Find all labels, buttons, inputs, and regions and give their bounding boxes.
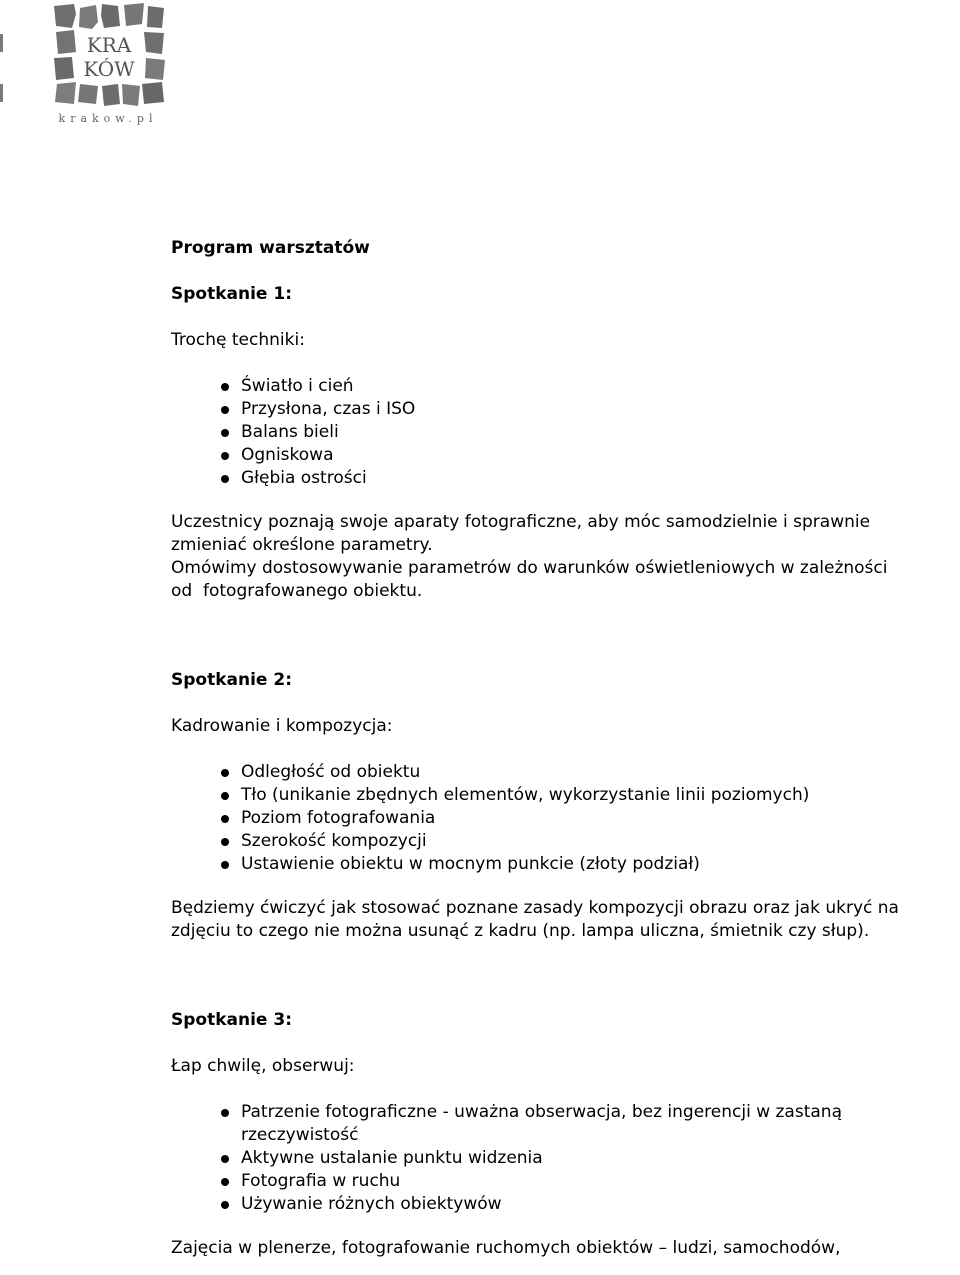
list-item: Balans bieli (241, 421, 960, 444)
meeting-1-description (171, 511, 960, 603)
meeting-2-title: Spotkanie 2: (171, 670, 293, 690)
list-item: Tło (unikanie zbędnych elementów, wykorzystanie linii poziomych) (241, 784, 960, 807)
program-title: Program warsztatów (171, 238, 370, 258)
description-line: zdjęciu to czego nie można usunąć z kadru (np. lampa uliczna, śmietnik czy słup). (171, 921, 870, 941)
description-line: Omówimy dostosowywanie parametrów do warunków oświetleniowych w zależności (171, 558, 888, 578)
list-item: Ogniskowa (241, 444, 960, 467)
meeting-2-description (171, 897, 960, 943)
logo-caption: krakow.pl (58, 112, 158, 125)
description-line: Będziemy ćwiczyć jak stosować poznane zasady kompozycji obrazu oraz jak ukryć na (171, 898, 899, 918)
logo-text-line1: KRA (86, 33, 132, 57)
description-line: od fotografowanego obiektu. (171, 581, 423, 601)
edge-mark-top (0, 34, 3, 52)
list-item: Poziom fotografowania (241, 807, 960, 830)
list-item: Szerokość kompozycji (241, 830, 960, 853)
krakow-logo (52, 2, 168, 126)
workshop-program (171, 237, 960, 1260)
logo-text-line2: KÓW (83, 57, 135, 81)
list-item: Głębia ostrości (241, 467, 960, 490)
meeting-3-list (171, 1101, 891, 1216)
list-item: Przysłona, czas i ISO (241, 398, 960, 421)
meeting-2-list (171, 761, 960, 876)
meeting-3-title: Spotkanie 3: (171, 1010, 293, 1030)
description-line: Uczestnicy poznają swoje aparaty fotograficzne, aby móc samodzielnie i sprawnie (171, 512, 871, 532)
edge-mark-bottom (0, 84, 3, 102)
list-item: Używanie różnych obiektywów (241, 1193, 891, 1216)
list-item: Aktywne ustalanie punktu widzenia (241, 1147, 891, 1170)
list-item: Fotografia w ruchu (241, 1170, 891, 1193)
list-item: Patrzenie fotograficzne - uważna obserwacja, bez ingerencji w zastaną rzeczywistość (241, 1101, 891, 1147)
krakow-logo-graphic (52, 2, 168, 126)
description-line: Zajęcia w plenerze, fotografowanie ruchomych obiektów – ludzi, samochodów, (171, 1238, 841, 1258)
description-line: zmieniać określone parametry. (171, 535, 433, 555)
meeting-1-topic: Trochę techniki: (171, 330, 305, 350)
meeting-3-topic: Łap chwilę, obserwuj: (171, 1056, 355, 1076)
list-item: Odległość od obiektu (241, 761, 960, 784)
list-item: Światło i cień (241, 375, 960, 398)
meeting-2-topic: Kadrowanie i kompozycja: (171, 716, 393, 736)
meeting-1-title: Spotkanie 1: (171, 284, 293, 304)
meeting-3-description (171, 1237, 960, 1260)
list-item: Ustawienie obiektu w mocnym punkcie (złoty podział) (241, 853, 960, 876)
meeting-1-list (171, 375, 960, 490)
